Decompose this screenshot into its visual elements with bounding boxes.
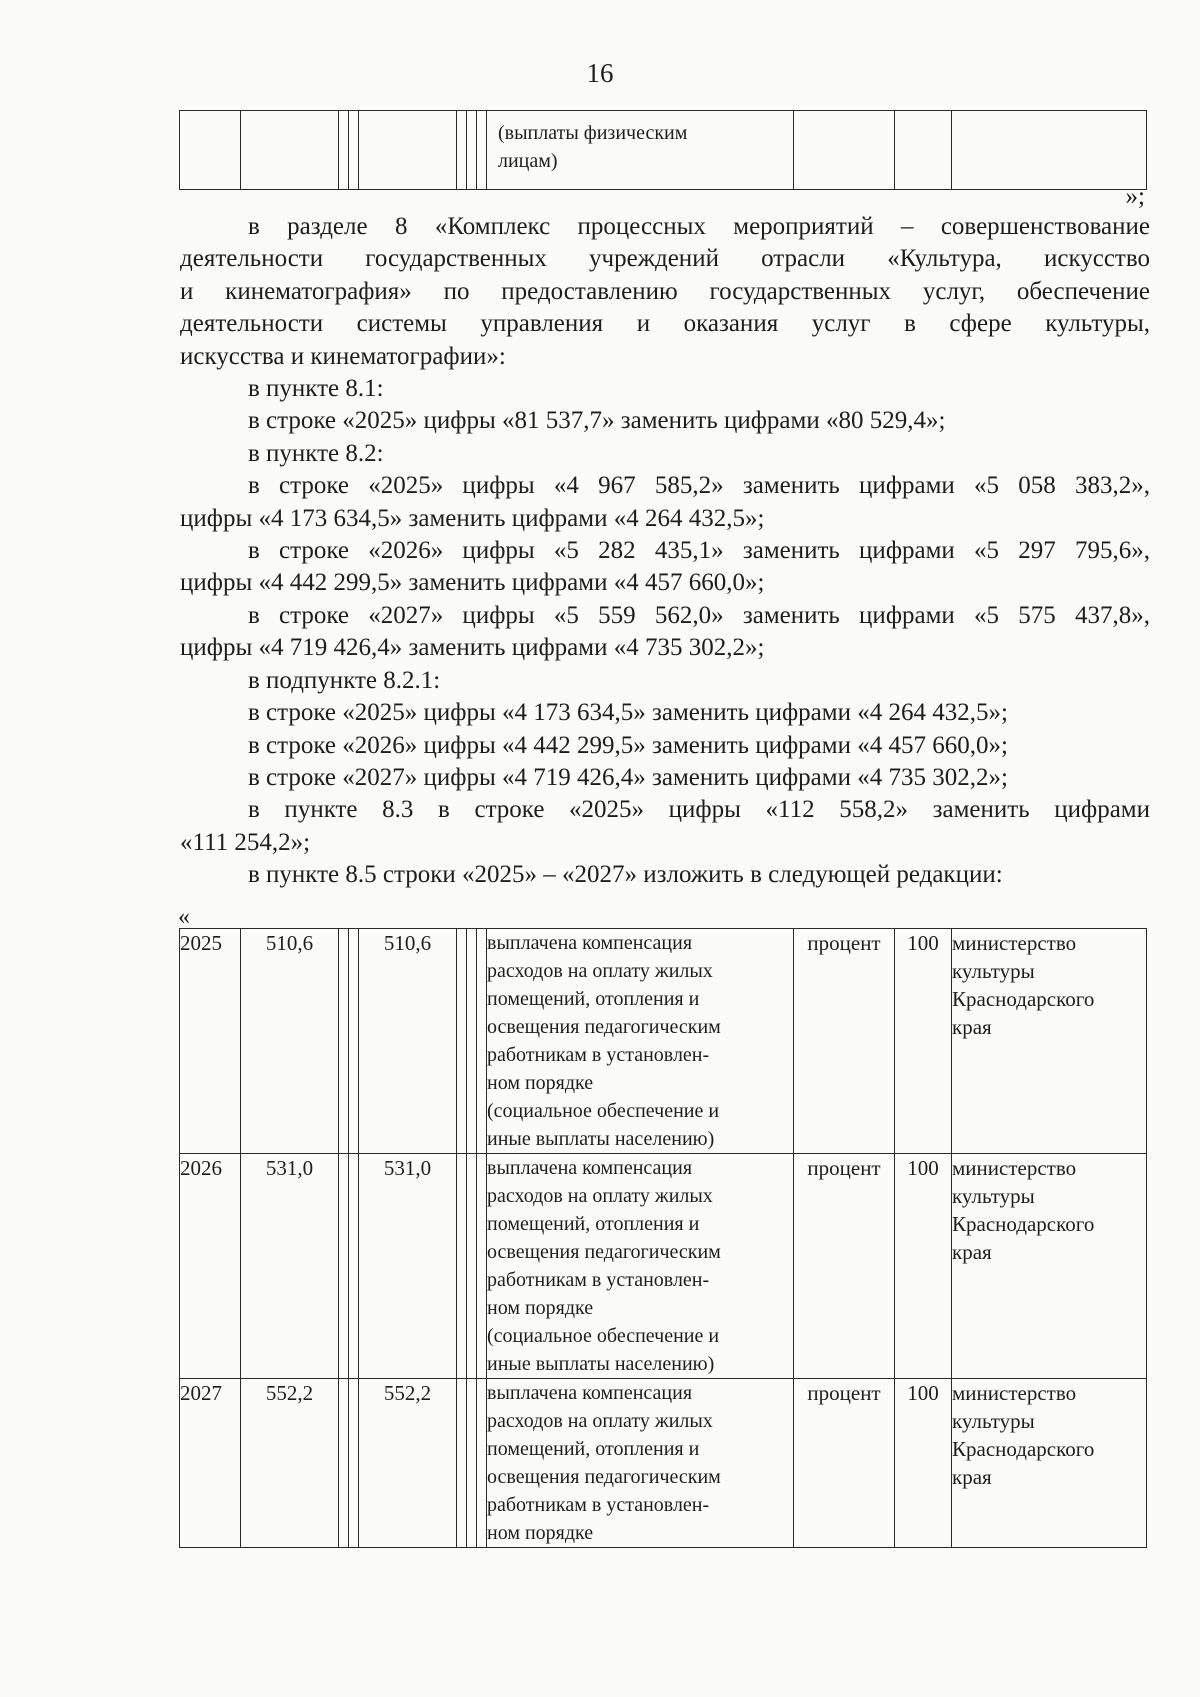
empty-cell — [457, 929, 467, 1154]
empty-cell — [467, 1379, 477, 1548]
description-line: ном порядке — [487, 1522, 594, 1544]
unit-cell: процент — [794, 929, 895, 1154]
unit-cell: процент — [794, 1379, 895, 1548]
description-line: работникам в установлен- — [487, 1494, 710, 1516]
text-line: в строке «2026» цифры «4 442 299,5» заменить цифрами «4 457 660,0»; — [248, 731, 1008, 759]
executor-line: министерство — [952, 931, 1077, 955]
description-line: иные выплаты населению) — [487, 1353, 715, 1375]
description-line: расходов на оплату жилых — [487, 1410, 713, 1432]
text-line: в строке «2025» цифры «81 537,7» заменить цифрами «80 529,4»; — [248, 407, 946, 435]
executor-line: края — [952, 1465, 992, 1489]
value-cell: 100 — [895, 929, 952, 1154]
table-row — [180, 1154, 1147, 1379]
total-amount-cell: 552,2 — [241, 1379, 339, 1548]
description-line: работникам в установлен- — [487, 1044, 710, 1066]
year-cell: 2025 — [180, 929, 241, 1154]
description-line: освещения педагогическим — [487, 1241, 721, 1263]
description-line: (социальное обеспечение и — [487, 1100, 720, 1122]
empty-cell — [477, 929, 487, 1154]
opening-quote: « — [178, 904, 190, 930]
total-amount-cell: 531,0 — [241, 1154, 339, 1379]
closing-quote: »; — [1125, 183, 1145, 210]
text-line: в строке «2025» цифры «4 173 634,5» заменить цифрами «4 264 432,5»; — [248, 699, 1008, 727]
empty-cell — [467, 929, 477, 1154]
empty-cell — [457, 1154, 467, 1379]
empty-cell — [457, 1379, 467, 1548]
regional-budget-cell: 552,2 — [359, 1379, 457, 1548]
description-line: выплачена компенсация — [487, 1382, 693, 1404]
text-line: цифры «4 719 426,4» заменить цифрами «4 735 302,2»; — [180, 634, 765, 662]
text-line: в строке «2027» цифры «4 719 426,4» заменить цифрами «4 735 302,2»; — [248, 763, 1008, 791]
amendment-text — [180, 211, 1150, 892]
text-line: деятельности государственных учреждений отрасли «Культура, искусство — [180, 245, 1150, 273]
description-line: выплачена компенсация — [487, 932, 693, 954]
text-line: в пункте 8.5 строки «2025» – «2027» изложить в следующей редакции: — [248, 861, 1003, 889]
unit-cell: процент — [794, 1154, 895, 1379]
executor-cell — [952, 1379, 1147, 1548]
description-line: расходов на оплату жилых — [487, 960, 713, 982]
description-cell — [487, 1154, 794, 1379]
empty-cell — [477, 1379, 487, 1548]
value-cell: 100 — [895, 1379, 952, 1548]
text-line: цифры «4 173 634,5» заменить цифрами «4 264 432,5»; — [180, 504, 765, 532]
empty-cell — [349, 929, 359, 1154]
description-line: освещения педагогическим — [487, 1466, 721, 1488]
description-line: расходов на оплату жилых — [487, 1185, 713, 1207]
text-line: в строке «2027» цифры «5 559 562,0» заменить цифрами «5 575 437,8», — [248, 601, 1150, 629]
description-line: (социальное обеспечение и — [487, 1325, 720, 1347]
text-line: «111 254,2»; — [180, 828, 311, 856]
empty-cell — [339, 1154, 349, 1379]
executor-line: края — [952, 1240, 992, 1264]
regional-budget-cell: 531,0 — [359, 1154, 457, 1379]
text-line: в пункте 8.3 в строке «2025» цифры «112 558,2» заменить цифрами — [248, 796, 1150, 824]
empty-cell — [477, 1154, 487, 1379]
executor-line: министерство — [952, 1381, 1077, 1405]
description-line: освещения педагогическим — [487, 1016, 721, 1038]
executor-line: культуры — [952, 1184, 1035, 1208]
text-line: и кинематография» по предоставлению государственных услуг, обеспечение — [180, 277, 1150, 305]
executor-line: Краснодарского — [952, 1437, 1095, 1461]
empty-cell — [349, 1379, 359, 1548]
executor-line: культуры — [952, 1409, 1035, 1433]
description-line: помещений, отопления и — [487, 1213, 700, 1235]
text-line: цифры «4 442 299,5» заменить цифрами «4 457 660,0»; — [180, 569, 765, 597]
executor-line: Краснодарского — [952, 987, 1095, 1011]
text-line: в разделе 8 «Комплекс процессных мероприятий – совершенствование — [248, 213, 1150, 240]
text-line: деятельности системы управления и оказания услуг в сфере культуры, — [180, 310, 1150, 338]
executor-cell — [952, 929, 1147, 1154]
amendment-table — [179, 928, 1147, 1548]
text-line: в строке «2025» цифры «4 967 585,2» заменить цифрами «5 058 383,2», — [248, 472, 1150, 500]
table-row — [180, 1379, 1147, 1548]
value-cell: 100 — [895, 1154, 952, 1379]
description-line: выплачена компенсация — [487, 1157, 693, 1179]
year-cell: 2026 — [180, 1154, 241, 1379]
text-line: в строке «2026» цифры «5 282 435,1» заменить цифрами «5 297 795,6», — [248, 537, 1150, 565]
description-cell — [487, 1379, 794, 1548]
regional-budget-cell: 510,6 — [359, 929, 457, 1154]
executor-line: министерство — [952, 1156, 1077, 1180]
description-line: ном порядке — [487, 1297, 594, 1319]
empty-cell — [467, 1154, 477, 1379]
continued-table-fragment — [179, 110, 1147, 190]
description-line: иные выплаты населению) — [487, 1128, 715, 1150]
empty-cell — [339, 929, 349, 1154]
executor-line: края — [952, 1015, 992, 1039]
empty-cell — [339, 1379, 349, 1548]
text-line: в пункте 8.2: — [248, 439, 384, 467]
text-line: в пункте 8.1: — [248, 375, 384, 403]
description-line: помещений, отопления и — [487, 1438, 700, 1460]
executor-line: культуры — [952, 959, 1035, 983]
total-amount-cell: 510,6 — [241, 929, 339, 1154]
text-line: в подпункте 8.2.1: — [248, 666, 441, 694]
page-number: 16 — [586, 58, 614, 88]
empty-cell — [349, 1154, 359, 1379]
description-line: помещений, отопления и — [487, 988, 700, 1010]
description-line: ном порядке — [487, 1072, 594, 1094]
executor-line: Краснодарского — [952, 1212, 1095, 1236]
table-row — [180, 111, 1147, 190]
year-cell: 2027 — [180, 1379, 241, 1548]
table-row — [180, 929, 1147, 1154]
description-cell: (выплаты физическим лицам) — [487, 111, 794, 190]
description-line: работникам в установлен- — [487, 1269, 710, 1291]
description-cell — [487, 929, 794, 1154]
executor-cell — [952, 1154, 1147, 1379]
text-line: искусства и кинематографии»: — [180, 342, 506, 370]
